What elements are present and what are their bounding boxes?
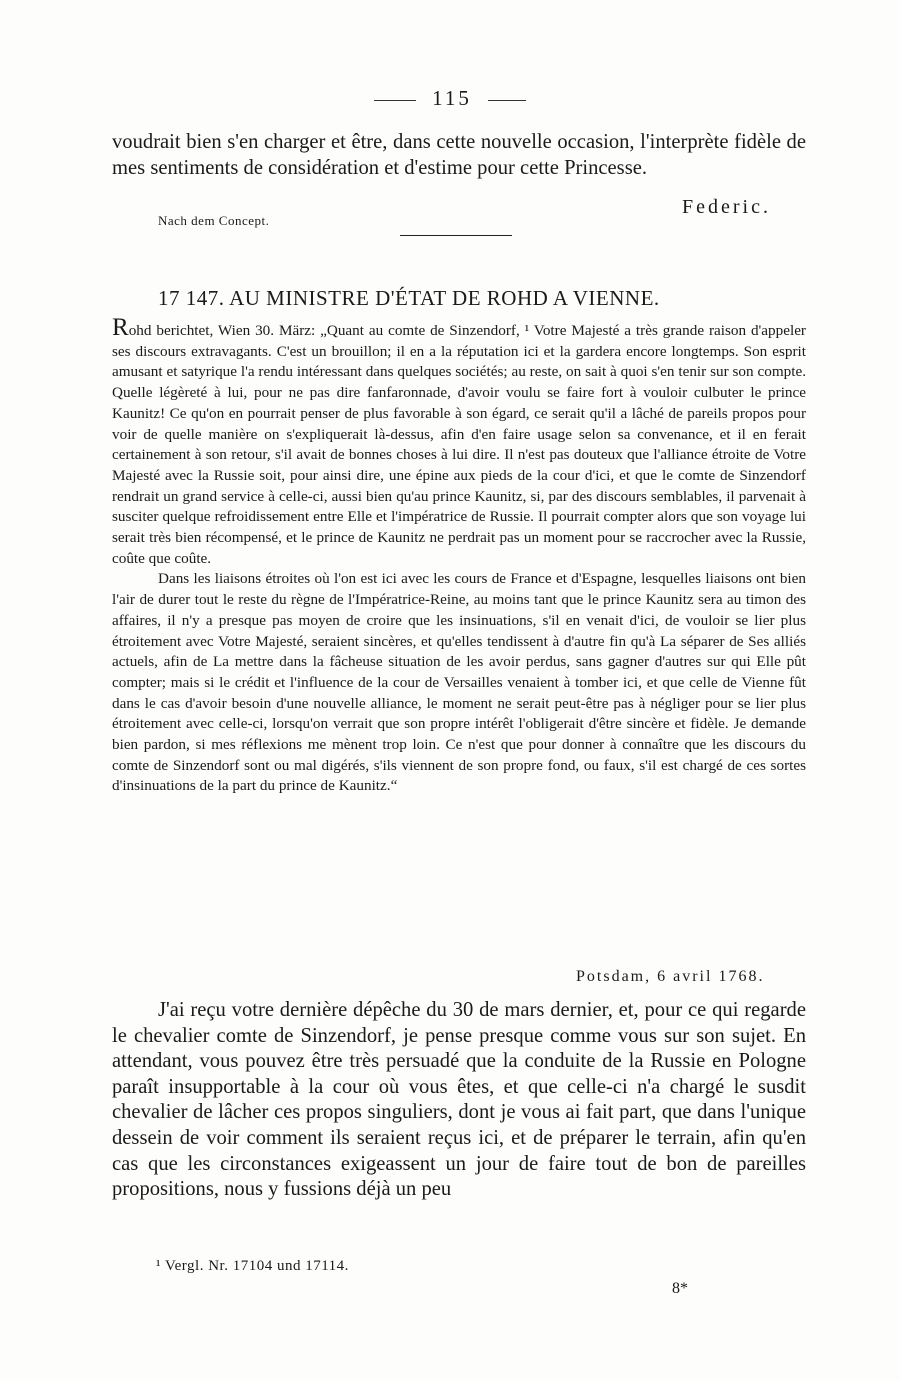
report-paragraph-1-text: ohd berichtet, Wien 30. März: „Quant au comte de Sinzendorf, ¹ Votre Majesté a très grande raison d'appeler ses discours extravagants. C'est un brouillon; il en a la réputation ici et la gardera encore longtemps. Son esprit amusant et satyrique l'a rendu intéressant dans quelques sociétés; au reste, on sait à quoi s'en tenir sur son compte. Quelle légèreté à lui, pour ne pas dire fanfaronnade, d'avoir voulu se faire fort à vouloir culbuter le prince Kaunitz! Ce qu'on en pourrait penser de plus favorable à son égard, ce serait qu'il a lâché de pareils propos pour voir de quelle manière on s'expliquerait là-dessus, afin d'en faire usage selon sa convenance, et il en ferait certainement à son retour, s'il avait de bonnes choses à lui dire. Il n'est pas douteux que l'alliance étroite de Votre Majesté avec la Russie soit, pour ainsi dire, une épine aux pieds de la cour d'ici, et que le comte de Sinzendorf rendrait un grand service à celle-ci, aussi bien qu'au prince Kaunitz, si, par des discours semblables, il parvenait à susciter quelque refroidissement entre Elle et l'impératrice de Russie. Il pourrait compter alors que son voyage lui serait très bien récompensé, et le prince de Kaunitz ne perdrait pas un moment pour se raccrocher avec la Russie, coûte que coûte. — [112, 322, 806, 567]
report-paragraph-1 — [112, 314, 806, 569]
dateline: Potsdam, 6 avril 1768. — [576, 968, 765, 985]
opening-paragraph: voudrait bien s'en charger et être, dans cette nouvelle occasion, l'interprète fidèle de mes sentiments de considération et d'estime pour cette Princesse. — [112, 131, 806, 179]
report-paragraph-2: Dans les liaisons étroites où l'on est ici avec les cours de France et d'Espagne, lesquelles liaisons ont bien l'air de durer tout le reste du règne de l'Impératrice-Reine, au moins tant que le prince Kaunitz sera au timon des affaires, il n'y a presque pas moyen de croire que les insinuations, s'il en venait d'ici, de vouloir se lier plus étroitement avec Votre Majesté, seraient sincères, et qu'elles tendissent à d'autre fin qu'à La séparer de Ses alliés actuels, afin de La mettre dans la fâcheuse situation de les avoir perdus, sans gagner d'autres sur qui Elle pût compter; mais si le crédit et l'influence de la cour de Versailles venaient à tomber ici, et que celle de Vienne fût dans le cas d'avoir besoin d'une nouvelle alliance, le moment ne serait peut-être pas à négliger pour se lier plus étroitement avec celle-ci, lorsqu'on verrait que son propre intérêt l'obligerait d'être sincère et fidèle. Je demande bien pardon, si mes réflexions me mènent trop loin. Ce n'est que pour donner à connaître que les discours du comte de Sinzendorf sont ou mal digérés, s'ils viennent de son propre fond, ou faux, s'il est chargé de ces sortes d'insinuations de la part du prince de Kaunitz.“ — [112, 570, 806, 795]
report-text — [112, 314, 806, 797]
footnote: ¹ Vergl. Nr. 17104 und 17114. — [156, 1258, 349, 1274]
page-number: 115 — [432, 86, 472, 110]
letter-title: 17 147. AU MINISTRE D'ÉTAT DE ROHD A VIENNE. — [158, 286, 660, 310]
running-header — [0, 86, 900, 111]
drop-cap: R — [112, 314, 129, 341]
source-note: Nach dem Concept. — [158, 213, 270, 228]
reply-paragraph: J'ai reçu votre dernière dépêche du 30 de mars dernier, et, pour ce qui regarde le chevalier comte de Sinzendorf, je pense presque comme vous sur son sujet. En attendant, vous pouvez être très persuadé que la conduite de la Russie en Pologne paraît insupportable à la cour où vous êtes, et que celle-ci n'a chargé le susdit chevalier de lâcher ces propos singuliers, dont je vous ai fait part, que dans l'unique dessein de voir comment ils seraient reçus ici, et de préparer le terrain, afin qu'en cas que les circonstances exigeassent un jour de faire tout de bon de pareilles propositions, nous y fussions déjà un peu — [112, 999, 806, 1201]
sheet-signature: 8* — [672, 1280, 688, 1297]
header-left-rule — [374, 100, 416, 101]
section-divider — [400, 235, 512, 236]
signature: Federic. — [682, 196, 771, 218]
header-right-rule — [488, 100, 526, 101]
